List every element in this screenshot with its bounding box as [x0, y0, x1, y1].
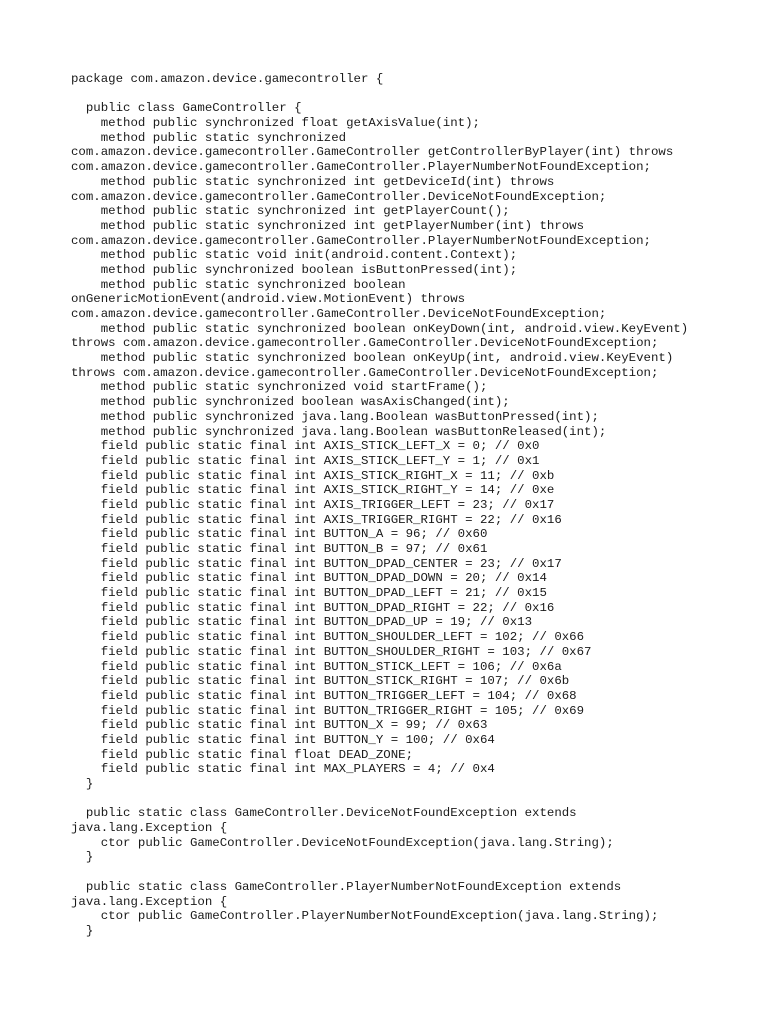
code-line: method public synchronized java.lang.Boolean wasButtonPressed(int);	[71, 409, 599, 424]
code-line: field public static final int BUTTON_SHOULDER_LEFT = 102; // 0x66	[71, 630, 585, 645]
code-line: field public static final int BUTTON_SHOULDER_RIGHT = 103; // 0x67	[71, 644, 592, 659]
code-line: public class GameController {	[71, 101, 302, 116]
code-line: }	[71, 850, 94, 865]
code-line: com.amazon.device.gamecontroller.GameController.PlayerNumberNotFoundException;	[71, 233, 651, 248]
code-line: field public static final int AXIS_STICK_LEFT_Y = 1; // 0x1	[71, 453, 540, 468]
code-line: field public static final float DEAD_ZONE;	[71, 747, 414, 762]
code-line	[71, 865, 751, 880]
code-line: field public static final int BUTTON_A = 96; // 0x60	[71, 527, 488, 542]
code-line: field public static final int BUTTON_DPAD_LEFT = 21; // 0x15	[71, 586, 547, 601]
code-line: field public static final int AXIS_TRIGGER_RIGHT = 22; // 0x16	[71, 512, 562, 527]
code-line: method public static synchronized boolean	[71, 277, 406, 292]
code-line: java.lang.Exception {	[71, 894, 228, 909]
code-line: field public static final int BUTTON_B = 97; // 0x61	[71, 542, 488, 556]
code-line: field public static final int BUTTON_X = 99; // 0x63	[71, 718, 488, 733]
code-line: method public static synchronized int getPlayerNumber(int) throws	[71, 218, 585, 233]
code-line: com.amazon.device.gamecontroller.GameController.DeviceNotFoundException;	[71, 189, 607, 204]
code-line: }	[71, 923, 94, 938]
code-line: field public static final int AXIS_TRIGGER_LEFT = 23; // 0x17	[71, 497, 555, 512]
code-line: method public static synchronized boolean onKeyUp(int, android.view.KeyEvent)	[71, 351, 674, 366]
code-line: ctor public GameController.PlayerNumberNotFoundException(java.lang.String);	[71, 909, 659, 924]
code-line: method public static void init(android.content.Context);	[71, 248, 518, 263]
code-line: field public static final int AXIS_STICK_LEFT_X = 0; // 0x0	[71, 439, 540, 454]
code-line: package com.amazon.device.gamecontroller {	[71, 72, 384, 86]
code-line: field public static final int BUTTON_TRIGGER_LEFT = 104; // 0x68	[71, 688, 577, 703]
code-line: com.amazon.device.gamecontroller.GameController.DeviceNotFoundException;	[71, 307, 607, 321]
code-line: public static class GameController.DeviceNotFoundException extends	[71, 806, 577, 821]
code-line: public static class GameController.PlayerNumberNotFoundException extends	[71, 879, 622, 894]
code-line: method public synchronized float getAxisValue(int);	[71, 116, 480, 131]
code-line: method public static synchronized boolean onKeyDown(int, android.view.KeyEvent)	[71, 321, 689, 336]
code-line: method public static synchronized int getPlayerCount();	[71, 204, 510, 219]
code-line: method public synchronized java.lang.Boolean wasButtonReleased(int);	[71, 424, 607, 439]
code-line	[71, 792, 751, 807]
code-line: method public synchronized boolean wasAxisChanged(int);	[71, 395, 510, 410]
code-line: }	[71, 777, 94, 791]
code-line: method public synchronized boolean isButtonPressed(int);	[71, 262, 518, 277]
code-line: field public static final int BUTTON_DPAD_CENTER = 23; // 0x17	[71, 556, 562, 571]
code-line: onGenericMotionEvent(android.view.MotionEvent) throws	[71, 292, 466, 307]
document-page	[71, 72, 751, 939]
code-line: field public static final int AXIS_STICK_RIGHT_X = 11; // 0xb	[71, 468, 555, 483]
code-line	[71, 87, 751, 102]
code-line: field public static final int BUTTON_STICK_RIGHT = 107; // 0x6b	[71, 674, 570, 689]
code-line: field public static final int BUTTON_Y = 100; // 0x64	[71, 732, 495, 747]
code-line: method public static synchronized void startFrame();	[71, 380, 488, 395]
code-line: com.amazon.device.gamecontroller.GameController getControllerByPlayer(int) throws	[71, 145, 674, 160]
code-line: ctor public GameController.DeviceNotFoundException(java.lang.String);	[71, 835, 614, 850]
code-line: java.lang.Exception {	[71, 821, 228, 836]
code-line: field public static final int MAX_PLAYERS = 4; // 0x4	[71, 762, 495, 777]
code-line: field public static final int BUTTON_DPAD_UP = 19; // 0x13	[71, 615, 533, 630]
code-line: method public static synchronized	[71, 130, 347, 145]
code-line: field public static final int BUTTON_DPAD_DOWN = 20; // 0x14	[71, 571, 547, 586]
code-block	[71, 72, 751, 939]
code-line: field public static final int BUTTON_STICK_LEFT = 106; // 0x6a	[71, 659, 562, 674]
code-line: throws com.amazon.device.gamecontroller.GameController.DeviceNotFoundException;	[71, 365, 659, 380]
code-line: method public static synchronized int getDeviceId(int) throws	[71, 174, 555, 189]
code-line: field public static final int BUTTON_DPAD_RIGHT = 22; // 0x16	[71, 600, 555, 615]
code-line: com.amazon.device.gamecontroller.GameController.PlayerNumberNotFoundException;	[71, 160, 651, 175]
code-line: field public static final int AXIS_STICK_RIGHT_Y = 14; // 0xe	[71, 483, 555, 498]
code-line: throws com.amazon.device.gamecontroller.GameController.DeviceNotFoundException;	[71, 336, 659, 351]
code-line: field public static final int BUTTON_TRIGGER_RIGHT = 105; // 0x69	[71, 703, 585, 718]
